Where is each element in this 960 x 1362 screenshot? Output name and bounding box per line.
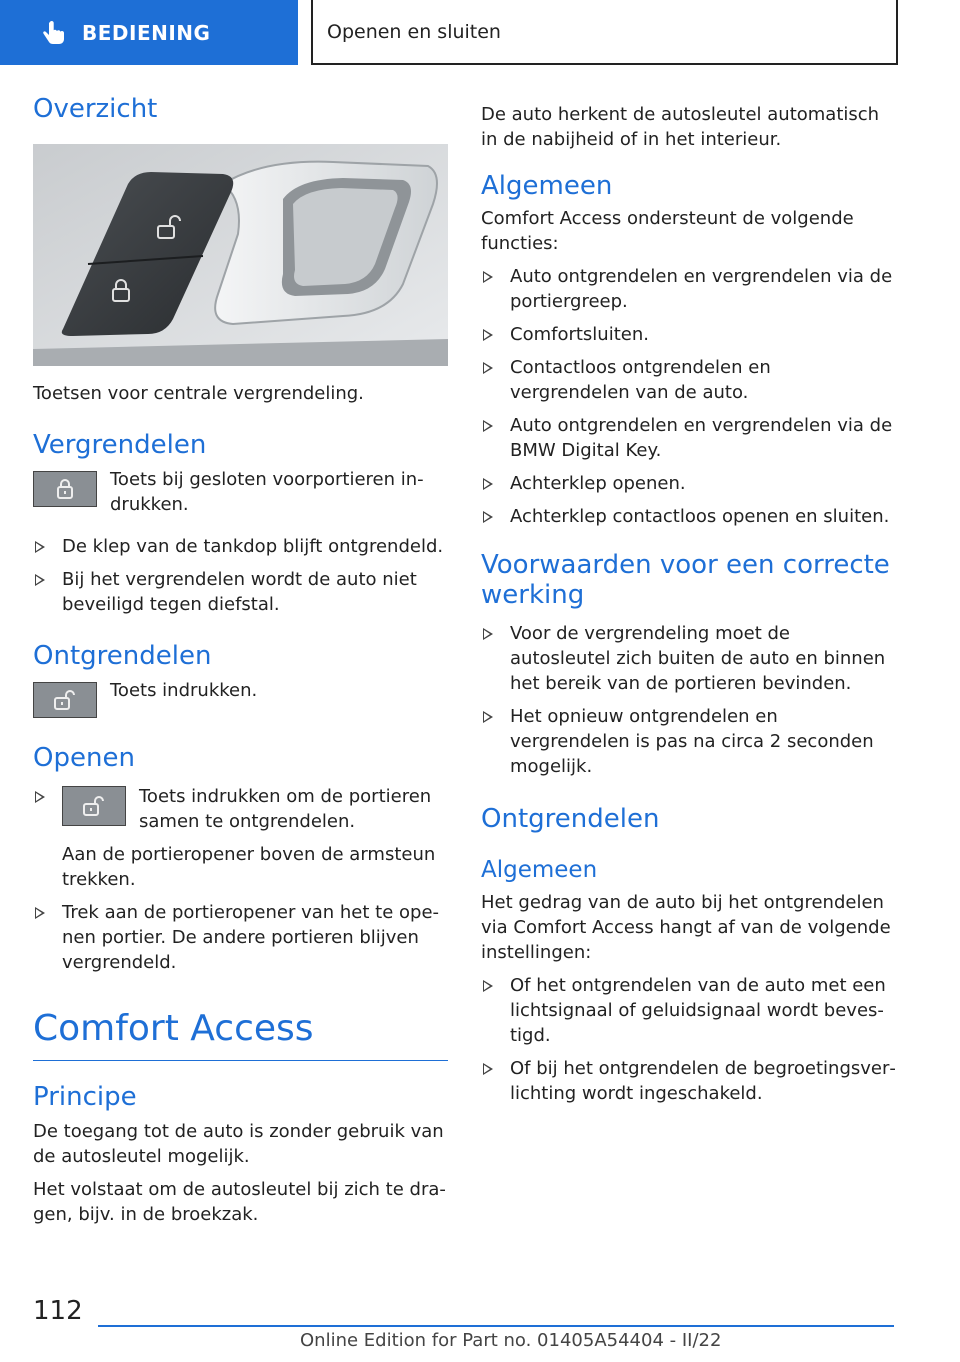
comfort-access-heading: Comfort Access xyxy=(33,1007,314,1049)
edition-text: Online Edition for Part no. 01405A54404 - II/22 xyxy=(300,1330,722,1351)
ontgrendelen-algemeen-heading: Algemeen xyxy=(481,856,598,883)
touch-hand-icon xyxy=(38,18,68,48)
unlock-button-icon xyxy=(33,682,97,718)
voorwaarden-list xyxy=(481,621,896,779)
functions-list xyxy=(481,264,896,529)
list-item: Achterklep openen. xyxy=(481,471,896,496)
principe-heading: Principe xyxy=(33,1081,137,1112)
vergrendelen-instruction xyxy=(33,467,448,517)
openen-bullet1-extra: Aan de portieropener boven de armsteun trekken. xyxy=(62,843,436,890)
ontgrendelen-heading: Ontgrendelen xyxy=(33,640,212,671)
chapter-header xyxy=(311,0,898,65)
ontgrendelen-heading-right: Ontgrendelen xyxy=(481,803,660,834)
list-item: Contactloos ontgrendelen en vergrendelen van de auto. xyxy=(481,355,896,405)
list-item: Achterklep contactloos openen en sluiten. xyxy=(481,504,896,529)
vergrendelen-heading: Vergrendelen xyxy=(33,429,207,460)
settings-list xyxy=(481,973,896,1106)
list-item: Auto ontgrendelen en vergrendelen via de BMW Digital Key. xyxy=(481,413,896,463)
ontgrendelen-text: Toets indrukken. xyxy=(110,679,258,701)
door-lock-buttons-photo xyxy=(33,144,448,366)
voorwaarden-heading: Voorwaarden voor een correcte werking xyxy=(481,549,890,610)
section-label: BEDIENING xyxy=(82,20,211,45)
list-item: Trek aan de portieropener van het te openen portier. De andere portieren blijven vergrendeld. xyxy=(33,900,448,975)
list-item: Auto ontgrendelen en vergrendelen via de portiergreep. xyxy=(481,264,896,314)
algemeen-heading: Algemeen xyxy=(481,171,613,201)
left-column xyxy=(33,95,448,1227)
right-column xyxy=(481,95,896,1106)
list-item xyxy=(33,784,448,892)
openen-bullet1-text: Toets indrukken om de portieren samen te ontgrendelen. xyxy=(139,785,432,832)
section-tab[interactable] xyxy=(0,0,298,65)
list-item: Voor de vergrendeling moet de autosleutel zich buiten de auto en binnen het bereik van de portieren bevinden. xyxy=(481,621,896,696)
intro-paragraph: De auto herkent de autosleutel automatisch in de nabijheid of in het interieur. xyxy=(481,104,880,150)
unlock-button-icon xyxy=(62,786,126,826)
lock-button-icon xyxy=(33,471,97,507)
principe-paragraph-2: Het volstaat om de autosleutel bij zich te dragen, bijv. in de broekzak. xyxy=(33,1178,446,1225)
heading-rule xyxy=(33,1060,448,1061)
list-item: Comfortsluiten. xyxy=(481,322,896,347)
photo-caption: Toetsen voor centrale vergrendeling. xyxy=(33,382,364,404)
list-item: De klep van de tankdop blijft ontgrendeld. xyxy=(33,534,448,559)
chapter-title: Openen en sluiten xyxy=(327,20,501,43)
openen-heading: Openen xyxy=(33,742,135,773)
ontgrendelen-instruction xyxy=(33,678,448,718)
footer-rule xyxy=(98,1325,894,1327)
list-item: Bij het vergrendelen wordt de auto niet beveiligd tegen diefstal. xyxy=(33,567,448,617)
overzicht-heading: Overzicht xyxy=(33,94,158,124)
list-item: Of het ontgrendelen van de auto met een lichtsignaal of geluidsignaal wordt bevestigd. xyxy=(481,973,896,1048)
vergrendelen-list xyxy=(33,534,448,617)
list-item: Het opnieuw ontgrendelen en vergrendelen is pas na circa 2 seconden mogelijk. xyxy=(481,704,896,779)
algemeen-text: Comfort Access ondersteunt de volgende functies: xyxy=(481,207,854,254)
principe-paragraph-1: De toegang tot de auto is zonder gebruik van de autosleutel mogelijk. xyxy=(33,1120,444,1167)
openen-list xyxy=(33,784,448,975)
ontgrendelen-algemeen-text: Het gedrag van de auto bij het ontgrendelen via Comfort Access hangt af van de volgende instellingen: xyxy=(481,892,891,964)
list-item: Of bij het ontgrendelen de begroetingsverlichting wordt ingeschakeld. xyxy=(481,1056,896,1106)
vergrendelen-text: Toets bij gesloten voorportieren indrukken. xyxy=(110,468,424,515)
page-number: 112 xyxy=(33,1296,83,1326)
